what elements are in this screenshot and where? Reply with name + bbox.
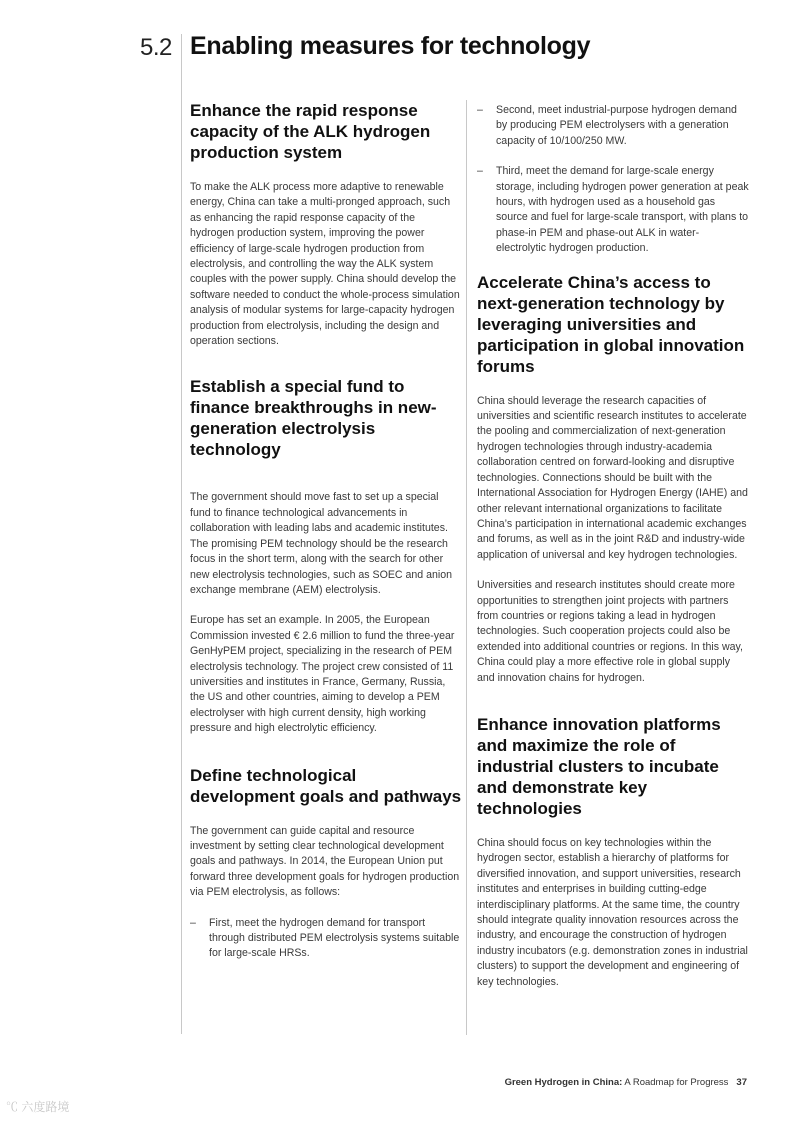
right-column: [477, 103, 749, 990]
list-item-text: First, meet the hydrogen demand for transport through distributed PEM electrolysis systems suitable for large-scale HRSs.: [209, 916, 460, 960]
section-number: 5.2: [140, 34, 172, 61]
section-heading-goals: Define technological development goals and pathways: [190, 765, 462, 806]
left-column: [190, 100, 462, 962]
column-divider: [466, 100, 467, 1035]
section-heading-special-fund: Establish a special fund to finance breakthroughs in new-generation electrolysis technology: [190, 377, 437, 460]
list-item: [190, 916, 462, 962]
section-heading-universities: Accelerate China’s access to next-generation technology by leveraging universities and participation in global innovation forums: [477, 272, 745, 376]
paragraph-alk: To make the ALK process more adaptive to renewable energy, China can take a multi-pronged approach, such as enhancing the rapid response capacity of the hydrogen production system, improving the power efficiency of large-scale hydrogen production from electrolysis, and controlling the way the ALK system couples with the power supply. China should develop the software needed to conduct the whole-process simulation analysis of modular systems for large-capacity hydrogen production from electrolysis, including the design and operation sections.: [190, 181, 460, 348]
watermark: ℃ 六度路境: [6, 1100, 70, 1114]
paragraph-europe-example: Europe has set an example. In 2005, the European Commission invested € 2.6 million to fund the three-year GenHyPEM project, specializing in the research of PEM electrolysis technology. The project crew consisted of 11 universities and institutes in France, Germany, Russia, the US and other countries, aiming to develop a PEM electrolyser with high current density, high working pressure and high electrolytic efficiency.: [190, 614, 455, 735]
paragraph-special-fund: The government should move fast to set up a special fund to finance technological advancements in collaboration with leading labs and academic institutes. The promising PEM technology should be the research focus in the short term, along with the search for other new electrolysis technologies, such as SOEC and anion exchange membrane (AEM) electrolysis.: [190, 491, 453, 596]
page-title: Enabling measures for technology: [190, 32, 591, 60]
title-divider: [181, 34, 182, 1034]
page-number: 37: [736, 1077, 747, 1088]
bullet-dash: –: [477, 165, 483, 178]
paragraph-innovation-platforms: China should focus on key technologies within the hydrogen sector, establish a hierarchy of platforms for diversified innovation, and support universities, research institutes and enterprises in building cutting-edge interdisciplinary platforms. At the same time, the country should integrate quality innovation resources across the industry, and encourage the construction of hydrogen industry incubators (e.g. demonstration zones in industrial clusters) to support the development and engineering of key technologies.: [477, 836, 748, 988]
list-item-text: Third, meet the demand for large-scale energy storage, including hydrogen power generation at peak hours, with hydrogen used as a household gas source and fuel for large-scale transport, with plans to phase-in PEM and phase-out ALK in water-electrolytic hydrogen production.: [496, 165, 749, 255]
footer-title-rest: A Roadmap for Progress: [622, 1077, 729, 1088]
section-heading-alk: Enhance the rapid response capacity of the ALK hydrogen production system: [190, 101, 431, 162]
page-footer: [505, 1077, 747, 1088]
list-item: [477, 164, 749, 256]
section-heading-innovation-platforms: Enhance innovation platforms and maximize the role of industrial clusters to incubate and demonstrate key technologies: [477, 714, 721, 818]
list-item: [477, 103, 749, 149]
paragraph-universities: China should leverage the research capacities of universities and scientific research institutes to accelerate the pooling and commercialization of next-generation hydrogen technologies through industry-academia collaboration centred on forward-looking and disruptive technologies. Connections should be built with the International Association for Hydrogen Energy (IAHE) and other relevant international organizations to facilitate China’s participation in international academic exchanges and forums, as well as in the joint R&D and industry-wide application of universal and key hydrogen technologies.: [477, 394, 748, 561]
bullet-dash: –: [190, 916, 196, 929]
paragraph-goals: The government can guide capital and resource investment by setting clear technological development goals and pathways. In 2014, the European Union put forward three development goals for hydrogen production via PEM electrolysis, as follows:: [190, 824, 460, 899]
list-item-text: Second, meet industrial-purpose hydrogen demand by producing PEM electrolysers with a generation capacity of 10/100/250 MW.: [496, 104, 737, 147]
bullet-dash: –: [477, 104, 483, 116]
footer-title-bold: Green Hydrogen in China:: [504, 1077, 623, 1088]
paragraph-joint-projects: Universities and research institutes should create more opportunities to strengthen joint projects with partners from countries or regions taking a lead in hydrogen technologies. Such cooperation projects could also be extended into additional countries or regions. In this way, China could play a more effective role in global supply and innovation chains for hydrogen.: [477, 579, 743, 684]
